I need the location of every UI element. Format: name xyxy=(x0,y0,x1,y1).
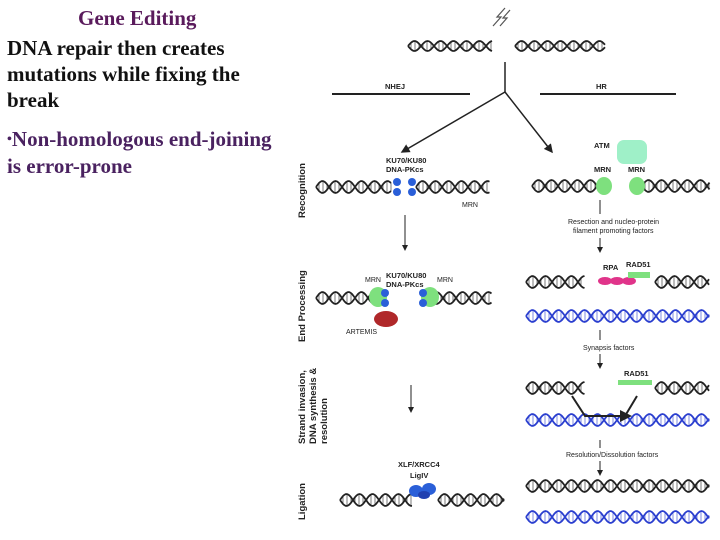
d-loop-strand xyxy=(572,396,637,416)
ku-protein xyxy=(393,178,401,186)
hr-recognition xyxy=(568,140,659,252)
nhej-ligation xyxy=(398,460,441,499)
bullet-text: Non-homologous end-joining is error-prone xyxy=(7,127,272,178)
dna-helix xyxy=(316,181,391,193)
mrn-label: MRN xyxy=(594,165,612,174)
hr-label: HR xyxy=(596,82,607,91)
resection-label: Resection and nucleo-protein xyxy=(568,219,660,226)
rad51-filament xyxy=(618,380,652,385)
rpa-label: RPA xyxy=(603,263,619,272)
double-strand-break-bolt-icon xyxy=(493,8,510,26)
mrn-label: MRN xyxy=(437,277,453,284)
dna-helix xyxy=(430,292,492,304)
xlf-xrcc4-label: XLF/XRCC4 xyxy=(398,460,440,469)
rad51-filament xyxy=(628,272,650,278)
stage-ligation: Ligation xyxy=(297,483,308,520)
ku-label: KU70/KU80 xyxy=(386,156,427,165)
dnapkcs-label: DNA-PKcs xyxy=(386,165,424,174)
stage-labels xyxy=(297,163,330,520)
synapsis-label: Synapsis factors xyxy=(583,345,635,352)
bullet-dot-icon: • xyxy=(7,132,12,147)
artemis-label: ARTEMIS xyxy=(346,329,377,336)
slide-title: Gene Editing xyxy=(78,6,197,30)
ku-label: KU70/KU80 xyxy=(386,271,427,280)
mrn-label: MRN xyxy=(365,277,381,284)
nhej-recognition xyxy=(386,156,478,250)
atm-label: ATM xyxy=(594,141,610,150)
rpa-protein xyxy=(598,277,612,285)
dna-helix xyxy=(642,180,710,192)
mrn-label: MRN xyxy=(462,202,478,209)
dna-helix xyxy=(532,180,598,192)
resolution-label: Resolution/Dissolution factors xyxy=(566,452,659,459)
dna-helix xyxy=(515,41,605,51)
nhej-label: NHEJ xyxy=(385,82,406,91)
dnapkcs-label: DNA-PKcs xyxy=(386,280,424,289)
resection-label-2: filament promoting factors xyxy=(573,228,654,235)
mrn-protein xyxy=(596,177,612,195)
pathway-split xyxy=(332,62,676,152)
stage-strand-invasion: Strand invasion,DNA synthesis &resolution xyxy=(297,367,330,444)
ku-protein xyxy=(408,188,416,196)
artemis-protein xyxy=(374,311,398,327)
dna-helix xyxy=(655,276,709,288)
ku-protein xyxy=(393,188,401,196)
stage-recognition: Recognition xyxy=(297,163,308,218)
ligiv-label: LigIV xyxy=(410,471,429,480)
stage-end-processing: End Processing xyxy=(297,270,308,342)
mrn-protein xyxy=(629,177,645,195)
dna-helix-homolog xyxy=(526,511,709,523)
atm-protein xyxy=(617,140,647,164)
dna-helix xyxy=(526,480,709,492)
dna-helix xyxy=(416,181,490,193)
dna-helix xyxy=(438,494,504,506)
dna-helix xyxy=(408,41,492,51)
rad51-label: RAD51 xyxy=(624,369,649,378)
dna-helix xyxy=(655,382,709,394)
slide-body-text: DNA repair then creates mutations while fixing the break xyxy=(7,36,240,112)
dna-helix xyxy=(526,276,585,288)
ku-protein xyxy=(408,178,416,186)
dna-helix xyxy=(340,494,412,506)
mrn-label: MRN xyxy=(628,165,646,174)
dna-helix xyxy=(526,382,585,394)
rad51-label: RAD51 xyxy=(626,260,651,269)
dna-helix-homolog xyxy=(526,310,709,322)
